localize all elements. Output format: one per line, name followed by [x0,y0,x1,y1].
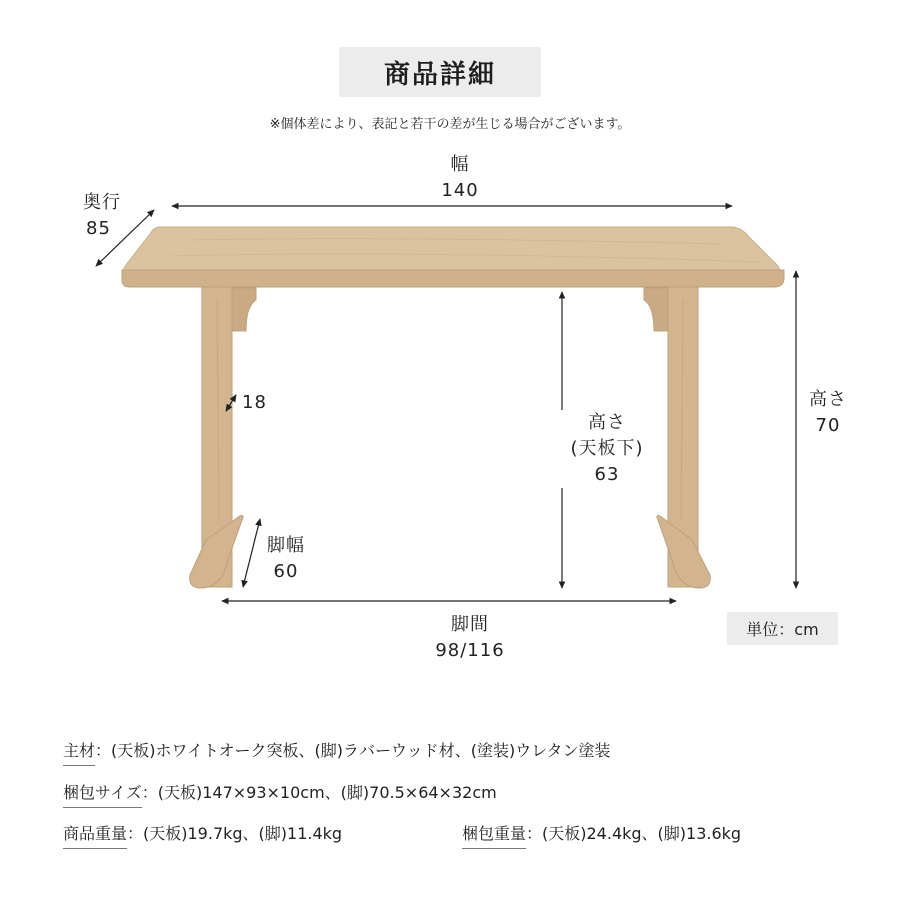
depth-label: 奥行 [83,192,121,213]
height-label: 高さ [809,389,847,410]
spec-package-size [63,780,497,808]
spec-package-weight [462,821,741,849]
unit-badge: 単位：cm [727,612,838,645]
leg-gap-label: 脚間 [451,614,489,635]
spec-package-size-value: ：(天板)147×93×10cm、(脚)70.5×64×32cm [141,783,497,802]
width-value: 140 [441,180,479,201]
tabletop-edge [122,270,784,287]
page-title: 商品詳細 [339,47,541,97]
spec-material [63,738,611,766]
notice-text: ※個体差により、表記と若干の差が生じる場合がございます。 [269,117,631,132]
leg-width-label: 脚幅 [267,535,305,556]
leg-gap-value: 98/116 [435,640,505,661]
spec-product-weight [63,821,342,849]
right-leg-bracket [644,288,668,331]
spec-package-weight-label: 梱包重量 [462,821,526,849]
underside-height-label: 高さ [588,412,626,433]
spec-product-weight-label: 商品重量 [63,821,127,849]
underside-height-value: 63 [594,464,620,485]
tabletop-surface [123,227,779,275]
leg-width-arrow [243,519,260,587]
spec-package-weight-value: ：(天板)24.4kg、(脚)13.6kg [526,824,742,843]
leg-thickness-value: 18 [242,392,267,413]
spec-material-value: ：(天板)ホワイトオーク突板、(脚)ラバーウッド材、(塗装)ウレタン塗装 [95,741,611,760]
spec-product-weight-value: ：(天板)19.7kg、(脚)11.4kg [127,824,343,843]
underside-height-sub: (天板下) [570,438,644,459]
left-leg-bracket [232,288,256,331]
height-value: 70 [815,415,841,436]
spec-material-label: 主材 [63,738,95,766]
leg-width-value: 60 [273,561,299,582]
width-label: 幅 [450,154,470,175]
spec-package-size-label: 梱包サイズ [63,780,142,808]
depth-value: 85 [86,218,111,239]
